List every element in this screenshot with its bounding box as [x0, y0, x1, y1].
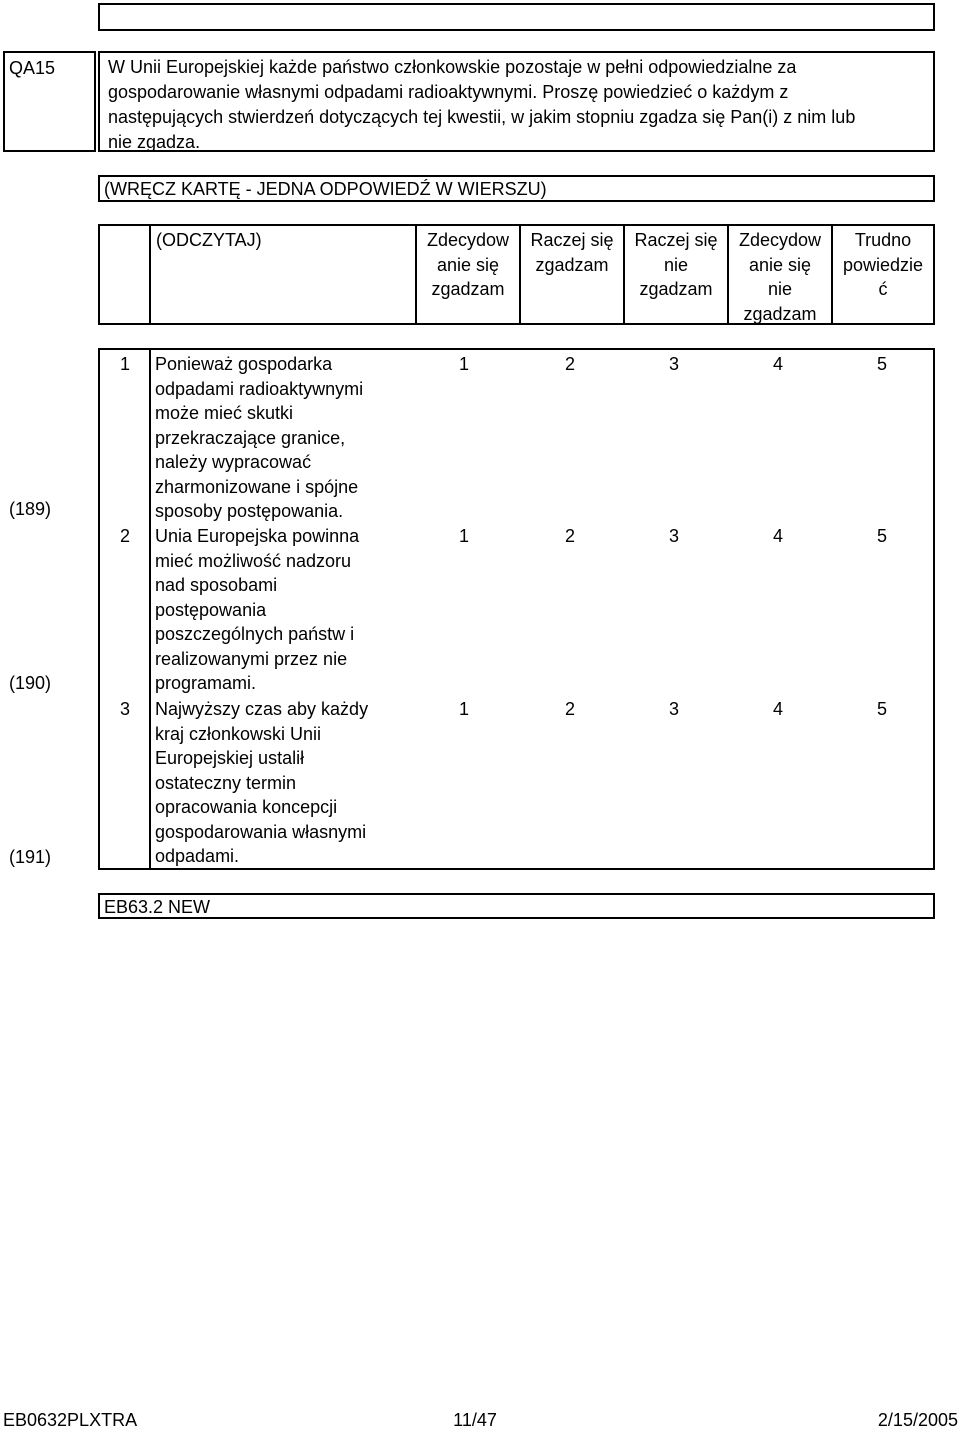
source-label: EB63.2 NEW — [104, 897, 211, 917]
question-id-box — [3, 51, 96, 152]
statement-line: kraj członkowski Unii — [155, 723, 322, 744]
answer-option[interactable]: 3 — [668, 354, 679, 374]
statement-line: opracowania koncepcji — [155, 797, 338, 817]
footer-date: 2/15/2005 — [877, 1410, 958, 1430]
instruction-text: (WRĘCZ KARTĘ - JEDNA ODPOWIEDŹ W WIERSZU) — [104, 179, 547, 199]
question-line: gospodarowanie własnymi odpadami radioaktywnymi. Proszę powiedzieć o każdym z — [108, 82, 789, 102]
column-header-line: Raczej się — [530, 230, 614, 250]
column-header-line: zgadzam — [639, 279, 713, 299]
statement-line: ostateczny termin — [155, 772, 297, 793]
statement-line: Najwyższy czas aby każdy — [155, 699, 369, 719]
question-id: QA15 — [9, 58, 56, 78]
column-header-dont-know — [833, 228, 933, 302]
statement-line: Europejskiej ustalił — [155, 748, 305, 768]
column-header-strongly-disagree — [729, 228, 831, 326]
item-number: 2 — [119, 526, 130, 546]
statement-line: należy wypracować — [155, 452, 312, 472]
item-statement — [155, 697, 410, 869]
answer-option[interactable]: 1 — [458, 699, 469, 719]
statement-line: nad sposobami — [155, 575, 278, 595]
instruction-box — [98, 175, 935, 202]
column-header-line: Raczej się — [634, 230, 718, 250]
column-header-line: zgadzam — [535, 254, 609, 275]
item-statement — [155, 352, 410, 524]
header-divider — [149, 224, 151, 325]
answer-option[interactable]: 5 — [876, 699, 887, 719]
column-header-line: Zdecydow — [426, 230, 510, 250]
source-box — [98, 893, 935, 919]
column-header-line: anie się — [436, 254, 500, 275]
item-number: 3 — [119, 699, 130, 719]
statement-line: programami. — [155, 673, 257, 693]
answer-option[interactable]: 5 — [876, 354, 887, 374]
answer-option[interactable]: 4 — [772, 699, 783, 719]
question-line: W Unii Europejskiej każde państwo członkowskie pozostaje w pełni odpowiedzialne za — [108, 57, 797, 77]
column-header-line: Zdecydow — [738, 230, 822, 250]
statement-line: realizowanymi przez nie — [155, 648, 348, 669]
question-line: nie zgadza. — [108, 132, 201, 152]
items-divider — [149, 348, 151, 870]
item-number: 1 — [119, 354, 130, 374]
column-header-line: nie — [767, 279, 793, 299]
answer-option[interactable]: 2 — [564, 354, 575, 374]
answer-option[interactable]: 5 — [876, 526, 887, 546]
column-header-line: ć — [878, 279, 888, 299]
answer-option[interactable]: 1 — [458, 354, 469, 374]
footer-document-code: EB0632PLXTRA — [3, 1410, 138, 1430]
column-header-line: zgadzam — [743, 303, 817, 324]
question-text-box — [98, 51, 935, 152]
answer-option[interactable]: 1 — [458, 526, 469, 546]
column-header-line: nie — [663, 254, 689, 275]
variable-code: (189) — [8, 499, 52, 519]
statement-line: mieć możliwość nadzoru — [155, 550, 352, 571]
statement-line: postępowania — [155, 599, 267, 620]
statement-line: poszczególnych państw i — [155, 624, 355, 644]
statement-line: gospodarowania własnymi — [155, 821, 367, 842]
question-line: następujących stwierdzeń dotyczących tej kwestii, w jakim stopniu zgadza się Pan(i) z nim lub — [108, 107, 856, 127]
column-header-tend-disagree — [625, 228, 727, 302]
statement-line: przekraczające granice, — [155, 427, 346, 448]
statement-line: zharmonizowane i spójne — [155, 476, 359, 497]
item-statement — [155, 524, 410, 696]
statement-line: odpadami. — [155, 846, 240, 866]
statement-line: może mieć skutki — [155, 403, 294, 423]
footer-page-number: 11/47 — [453, 1410, 497, 1430]
column-header-line: zgadzam — [431, 279, 505, 299]
statement-line: sposoby postępowania. — [155, 501, 344, 521]
column-header-line: Trudno — [854, 230, 912, 250]
column-header-line: anie się — [748, 254, 812, 275]
statement-line: Ponieważ gospodarka — [155, 354, 333, 374]
question-text — [108, 55, 930, 155]
statement-line: Unia Europejska powinna — [155, 526, 360, 546]
answer-option[interactable]: 3 — [668, 699, 679, 719]
column-header-strongly-agree — [417, 228, 519, 302]
read-label: (ODCZYTAJ) — [156, 230, 262, 250]
answer-option[interactable]: 4 — [772, 354, 783, 374]
answer-option[interactable]: 2 — [564, 526, 575, 546]
answer-option[interactable]: 3 — [668, 526, 679, 546]
column-header-tend-agree — [521, 228, 623, 277]
variable-code: (191) — [8, 847, 52, 867]
top-empty-box — [98, 3, 935, 31]
variable-code: (190) — [8, 673, 52, 693]
answer-option[interactable]: 2 — [564, 699, 575, 719]
statement-line: odpadami radioaktywnymi — [155, 378, 364, 399]
answer-option[interactable]: 4 — [772, 526, 783, 546]
column-header-line: powiedzie — [842, 254, 924, 275]
